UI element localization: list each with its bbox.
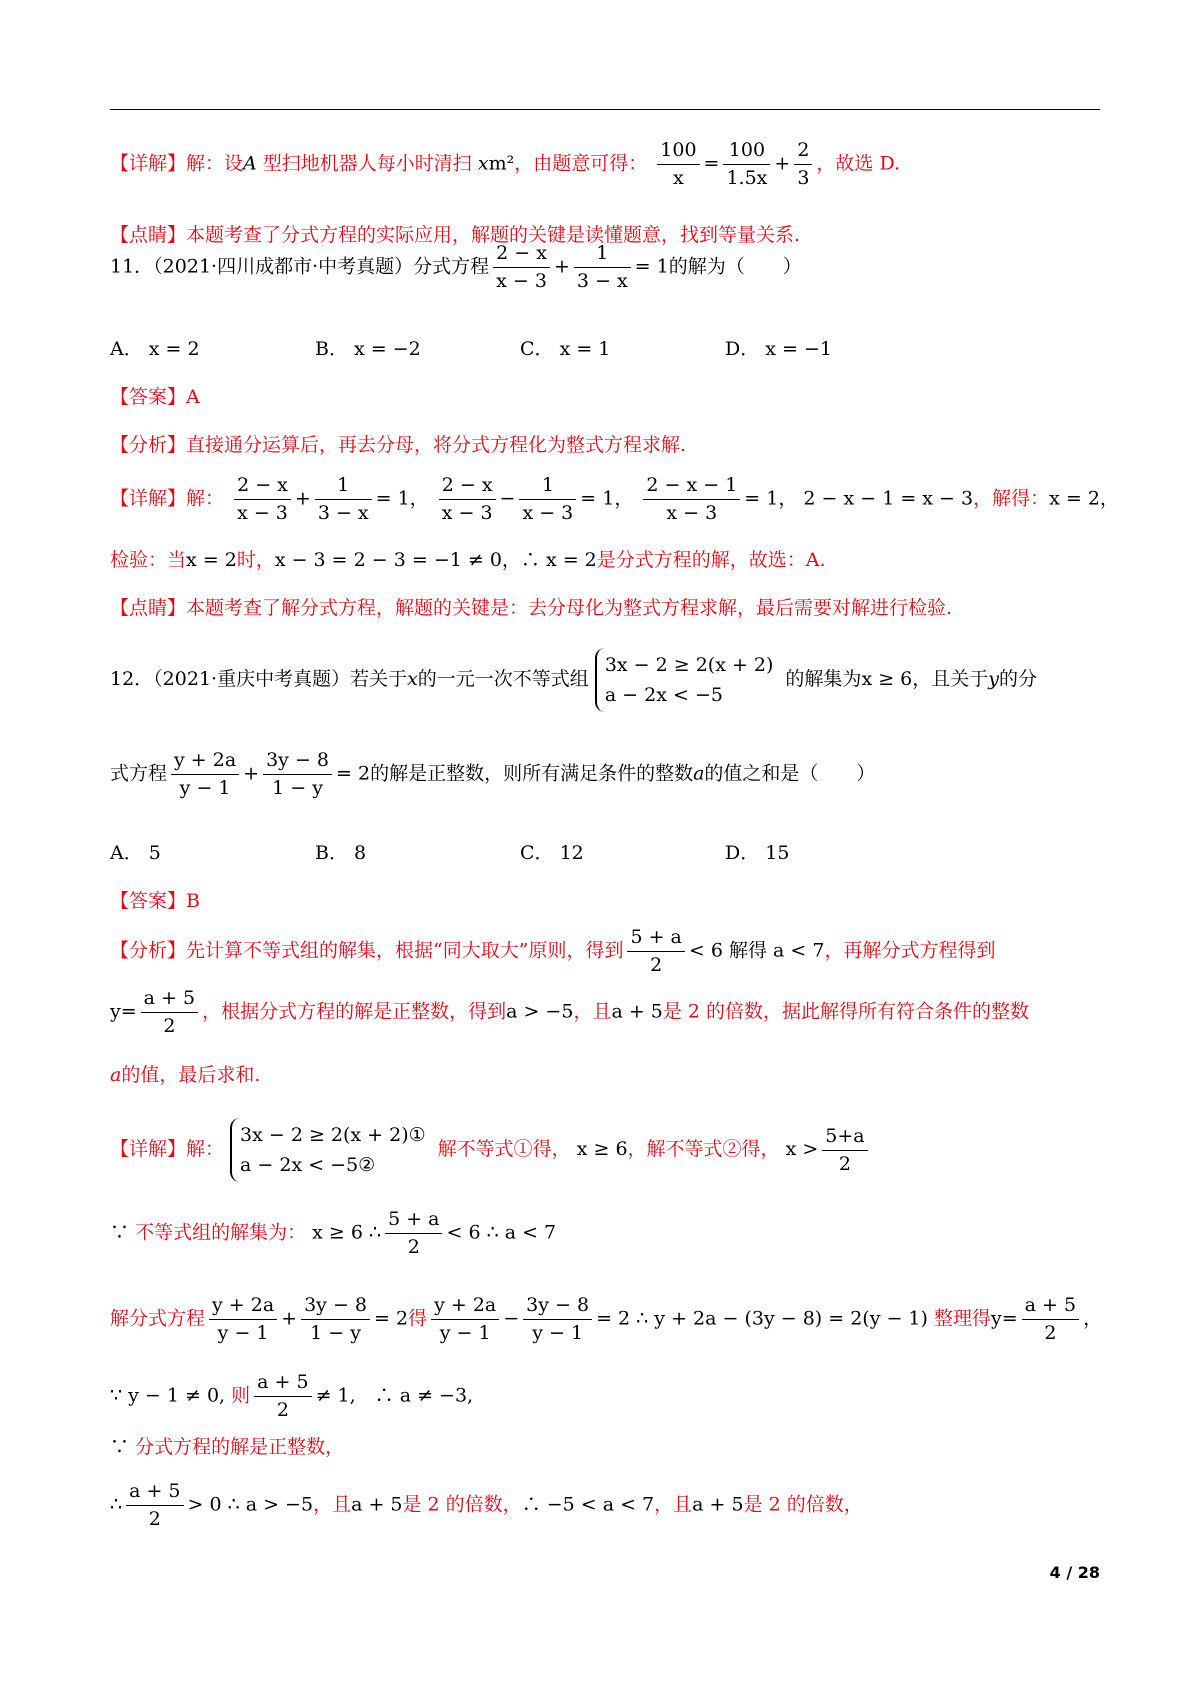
- fraction: [301, 1292, 370, 1347]
- denominator: 2: [163, 1015, 176, 1037]
- math: a + 5: [351, 1493, 403, 1516]
- text: 本题考查了解分式方程，解题的关键是：去分母化为整式方程求解，最后需要对解进行检验.: [186, 597, 953, 619]
- text: 解分式方程: [110, 1307, 206, 1330]
- denominator: 3: [797, 167, 810, 189]
- tag-analysis: 【分析】: [110, 939, 187, 962]
- because-3: [110, 1432, 1100, 1459]
- numerator: 2 − x: [234, 472, 291, 500]
- text: 是分式方程的解，故选：A.: [596, 549, 826, 571]
- text: ，由题意可得：: [514, 152, 648, 175]
- math-a: a: [110, 1064, 122, 1086]
- denominator: 3 − x: [317, 502, 369, 524]
- math-x: x: [477, 152, 489, 175]
- text: ，再解分式方程得到: [824, 939, 996, 962]
- text: 的值，最后求和.: [121, 1064, 261, 1086]
- text: 先计算不等式组的解集，根据“同大取大”原则，得到: [186, 939, 624, 962]
- options-12: [110, 838, 1100, 865]
- fraction: [254, 1369, 311, 1424]
- math: ∴ −5 < a < 7: [521, 1493, 655, 1516]
- question-text: 11．（2021·四川成都市·中考真题）分式方程: [110, 255, 490, 278]
- text: ，且: [654, 1493, 693, 1516]
- text: 时，: [236, 549, 275, 571]
- denominator: y − 1: [532, 1322, 584, 1344]
- denominator: 2: [650, 954, 663, 976]
- numerator: 2 − x: [493, 240, 550, 268]
- math: a + 5: [692, 1493, 744, 1516]
- math-a: a: [693, 762, 705, 785]
- fraction: [234, 472, 291, 527]
- numerator: a + 5: [1022, 1292, 1079, 1320]
- numerator: 100: [723, 137, 770, 165]
- question-11: [110, 240, 1100, 295]
- math: < 6 ∴ a < 7: [446, 1221, 557, 1244]
- because-1: [110, 1206, 1100, 1261]
- numerator: 1: [315, 472, 372, 500]
- fraction: [523, 1292, 592, 1347]
- check-11: [110, 545, 1100, 572]
- question-text: 的解集为: [785, 668, 862, 690]
- question-text: 式方程: [110, 762, 168, 785]
- denominator: x: [673, 167, 684, 189]
- inequality-2: a − 2x < −5: [604, 684, 723, 706]
- text: 本题考查了分式方程的实际应用，解题的关键是读懂题意，找到等量关系.: [186, 224, 801, 246]
- math: ≠ 1, ∴ a ≠ −3,: [315, 1384, 474, 1407]
- text: 是 2 的倍数，: [743, 1493, 863, 1516]
- tag-answer: 【答案】: [110, 386, 187, 408]
- tag-point: 【点睛】: [110, 597, 187, 619]
- denominator: 1 − y: [272, 777, 323, 799]
- answer-12: [110, 886, 1100, 913]
- numerator: 5 + a: [385, 1206, 442, 1234]
- math: y=: [110, 1000, 137, 1023]
- question-text: 的一元一次不等式组: [417, 668, 589, 690]
- denominator: 2: [838, 1152, 852, 1175]
- denominator: 3 − x: [576, 270, 628, 292]
- option-a[interactable]: A． x = 2: [110, 338, 200, 360]
- therefore-12: [110, 1478, 1100, 1533]
- symbol: +: [774, 152, 791, 175]
- math-a: A: [243, 152, 257, 175]
- symbol: = 1: [634, 255, 669, 278]
- option-b[interactable]: B． 8: [315, 842, 367, 864]
- text: 解不等式①得，: [437, 1138, 571, 1160]
- option-c[interactable]: C． 12: [520, 842, 584, 864]
- text: 直接通分运算后，再去分母，将分式方程化为整式方程求解.: [186, 434, 687, 456]
- math: x ≥ 6: [576, 1138, 628, 1160]
- tag-detail: 【详解】: [110, 152, 187, 175]
- answer-value: B: [186, 890, 200, 912]
- text: ，故选 D.: [816, 152, 901, 175]
- numerator: 2 − x: [439, 472, 496, 500]
- option-d[interactable]: D． x = −1: [725, 338, 832, 360]
- inequality-1: 3x − 2 ≥ 2(x + 2): [604, 654, 774, 676]
- numerator: a + 5: [254, 1369, 311, 1397]
- unit: m²: [488, 152, 515, 175]
- denominator: y − 1: [439, 1322, 491, 1344]
- tag-detail: 【详解】: [110, 1138, 187, 1160]
- numerator: 2 − x − 1: [643, 472, 740, 500]
- fraction: [385, 1206, 442, 1261]
- numerator: 3y − 8: [263, 747, 332, 775]
- fraction: [126, 1478, 183, 1533]
- denominator: x − 3: [522, 502, 574, 524]
- numerator: a + 5: [141, 985, 198, 1013]
- symbol: =: [703, 152, 720, 175]
- denominator: 2: [1044, 1322, 1057, 1344]
- symbol: −: [503, 1307, 520, 1330]
- detail-11: [110, 472, 1119, 527]
- fraction: [431, 1292, 499, 1347]
- symbol: +: [281, 1307, 298, 1330]
- math-x: x: [407, 668, 418, 690]
- denominator: x − 3: [496, 270, 547, 292]
- numerator: a + 5: [126, 1478, 183, 1506]
- because-symbol: ∵: [110, 1436, 130, 1458]
- question-text: 的分: [999, 668, 1038, 690]
- inequality-system: [595, 648, 780, 712]
- tag-answer: 【答案】: [110, 890, 187, 912]
- option-a[interactable]: A． 5: [110, 842, 161, 864]
- numerator: 1: [519, 472, 576, 500]
- denominator: y − 1: [217, 1322, 269, 1344]
- math: < 6 解得: [688, 939, 767, 962]
- header-rule: [110, 109, 1100, 110]
- fraction: [439, 472, 496, 527]
- numerator: y + 2a: [431, 1292, 499, 1320]
- text: ，解不等式②得，: [627, 1138, 780, 1160]
- math: = 2 ∴ y + 2a − (3y − 8) = 2(y − 1): [596, 1307, 928, 1330]
- fraction: [822, 1123, 867, 1178]
- math: a < 7: [773, 939, 825, 962]
- option-b[interactable]: B． x = −2: [315, 338, 421, 360]
- fraction: [171, 747, 239, 802]
- question-text: 的值之和是（ ）: [704, 762, 876, 785]
- options-11: [110, 334, 1100, 361]
- analysis-12-line1: [110, 924, 1100, 979]
- numerator: 1: [574, 240, 631, 268]
- math-result: x = 2，: [1049, 487, 1119, 510]
- point-11: [110, 593, 1100, 620]
- symbol: +: [294, 487, 311, 510]
- symbol: = 1，: [580, 487, 634, 510]
- option-c[interactable]: C． x = 1: [520, 338, 611, 360]
- text: 解：设: [186, 152, 244, 175]
- symbol: ，: [1083, 1307, 1103, 1330]
- symbol: +: [553, 255, 570, 278]
- text: ，且: [573, 1000, 612, 1023]
- text: 是 2 的倍数，据此解得所有符合条件的整数: [662, 1000, 1030, 1023]
- inequality-system: [230, 1118, 432, 1182]
- detail-12: [110, 1118, 1100, 1182]
- fraction: [794, 137, 812, 192]
- numerator: y + 2a: [171, 747, 239, 775]
- numerator: 5+a: [822, 1123, 867, 1151]
- denominator: y − 1: [179, 777, 231, 799]
- fraction: [519, 472, 576, 527]
- denominator: 2: [407, 1236, 420, 1258]
- question-12-line1: [110, 648, 1100, 712]
- analysis-12-line2: [110, 985, 1100, 1040]
- numerator: 3y − 8: [301, 1292, 370, 1320]
- text: 整理得: [933, 1307, 991, 1330]
- tag-analysis: 【分析】: [110, 434, 187, 456]
- symbol: +: [243, 762, 260, 785]
- math: > 0 ∴ a > −5: [187, 1493, 314, 1516]
- denominator: x − 3: [441, 502, 493, 524]
- math: x ≥ 6 ∴: [312, 1221, 382, 1244]
- page-number: 4 / 28: [1049, 1563, 1100, 1582]
- symbol: = 2: [374, 1307, 409, 1330]
- inequality-2: a − 2x < −5②: [240, 1154, 376, 1176]
- numerator: 100: [657, 137, 699, 165]
- math: x − 3 = 2 − 3 = −1 ≠ 0，∴ x = 2: [274, 549, 597, 571]
- text: 得: [408, 1307, 428, 1330]
- symbol: = 1，: [375, 487, 429, 510]
- symbol: = 1，: [744, 487, 798, 510]
- numerator: 3y − 8: [523, 1292, 592, 1320]
- denominator: x − 3: [237, 502, 288, 524]
- tag-detail: 【详解】: [110, 487, 187, 510]
- denominator: 2: [276, 1399, 289, 1421]
- fraction: [141, 985, 198, 1040]
- because-symbol: ∵: [110, 1384, 123, 1407]
- fraction: [315, 472, 372, 527]
- numerator: 5 + a: [627, 924, 684, 952]
- text: ，且: [313, 1493, 352, 1516]
- analysis-11: [110, 430, 1100, 457]
- analysis-12-line3: [110, 1060, 1100, 1087]
- text: 检验：当: [110, 549, 187, 571]
- numerator: 2: [794, 137, 812, 165]
- fraction: [263, 747, 332, 802]
- fraction: [723, 137, 770, 192]
- inequality-1: 3x − 2 ≥ 2(x + 2)①: [240, 1124, 426, 1146]
- fraction: [643, 472, 740, 527]
- fraction: [657, 137, 699, 192]
- symbol: −: [499, 487, 516, 510]
- therefore-symbol: ∴: [110, 1493, 123, 1516]
- fraction: [627, 924, 684, 979]
- text: 解：: [186, 487, 225, 510]
- question-text: ，且关于: [912, 668, 989, 690]
- text: 型扫地机器人每小时清扫: [256, 152, 478, 175]
- math: y − 1 ≠ 0,: [128, 1384, 226, 1407]
- denominator: 2: [148, 1508, 161, 1530]
- detail-q10: [110, 137, 1100, 192]
- math-step: 2 − x − 1 = x − 3: [803, 487, 974, 510]
- math: x = 2: [186, 549, 237, 571]
- tag-point: 【点睛】: [110, 224, 187, 246]
- denominator: 1.5x: [726, 167, 768, 189]
- fraction: [574, 240, 631, 295]
- fraction: [1022, 1292, 1079, 1347]
- text: 分式方程的解是正整数，: [135, 1436, 345, 1458]
- question-text: 的解为（ ）: [668, 255, 802, 278]
- math: y=: [991, 1307, 1018, 1330]
- solve-12: [110, 1292, 1103, 1347]
- symbol: = 2: [336, 762, 371, 785]
- answer-value: A: [186, 386, 200, 408]
- math: x >: [785, 1138, 819, 1160]
- math-y: y: [988, 668, 999, 690]
- math: x ≥ 6: [861, 668, 913, 690]
- because-2: [110, 1369, 1100, 1424]
- text: 则: [231, 1384, 251, 1407]
- text: 解：: [186, 1138, 225, 1160]
- text: ，根据分式方程的解是正整数，得到: [202, 1000, 507, 1023]
- math: a + 5: [611, 1000, 663, 1023]
- fraction: [209, 1292, 277, 1347]
- text: 是 2 的倍数，: [402, 1493, 522, 1516]
- question-12-line2: [110, 747, 1100, 802]
- option-d[interactable]: D． 15: [725, 842, 790, 864]
- fraction: [493, 240, 550, 295]
- text: 不等式组的解集为：: [135, 1221, 307, 1244]
- answer-11: [110, 382, 1100, 409]
- denominator: 1 − y: [310, 1322, 361, 1344]
- numerator: y + 2a: [209, 1292, 277, 1320]
- because-symbol: ∵: [110, 1221, 130, 1244]
- question-text: 的解是正整数，则所有满足条件的整数: [370, 762, 694, 785]
- text: ，解得：: [973, 487, 1050, 510]
- denominator: x − 3: [666, 502, 718, 524]
- math: a > −5: [506, 1000, 574, 1023]
- question-text: 12．（2021·重庆中考真题）若关于: [110, 668, 408, 690]
